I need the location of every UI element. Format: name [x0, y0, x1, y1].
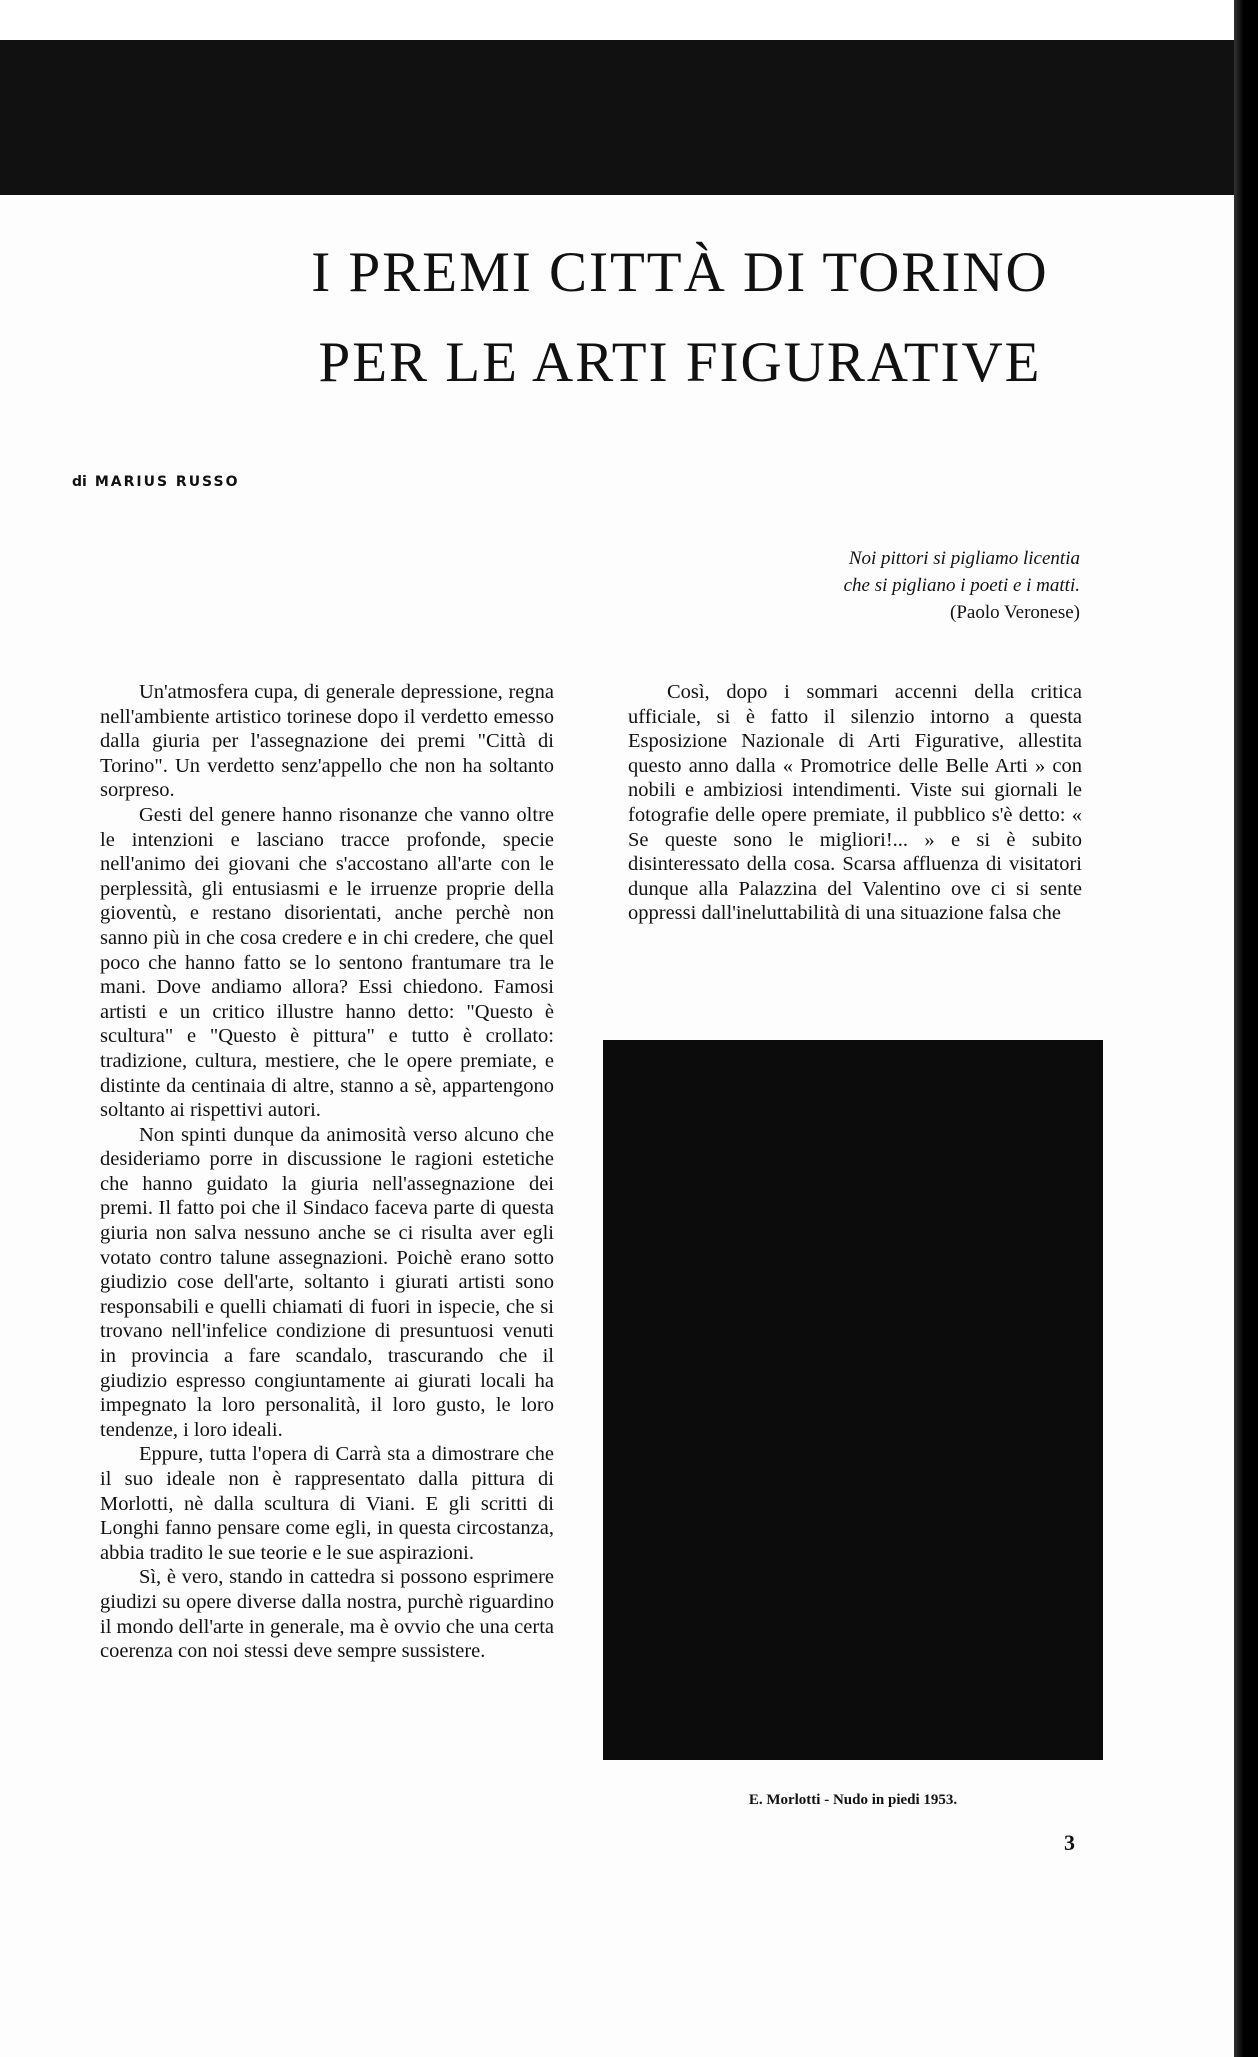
paragraph: Non spinti dunque da animosità verso alcuno che desideriamo porre in discussione le ragioni estetiche che hanno guidato la giuria nell'assegnazione dei premi. Il fatto poi che il Sindaco faceva parte di questa giuria non salva nessuno anche se ci risulta aver egli votato contro talune assegnazioni. Poichè erano sotto giudizio cose dell'arte, soltanto i giurati artisti sono responsabili e quelli chiamati di fuori in ispecie, che si trovano nell'infelice condizione di presuntuosi venuti in provincia a fare scandalo, trascurando che il giudizio espresso congiuntamente ai giurati locali ha impegnato la loro personalità, il loro gusto, le loro tendenze, i loro ideali. [100, 1123, 554, 1441]
paragraph: Sì, è vero, stando in cattedra si possono esprimere giudizi su opere diverse dalla nostra, purchè riguardino il mondo dell'arte in generale, ma è ovvio che una certa coerenza con noi stessi deve sempre sussistere. [100, 1566, 554, 1663]
paragraph: Così, dopo i sommari accenni della critica ufficiale, si è fatto il silenzio intorno a questa Esposizione Nazionale di Arti Figurative, allestita questo anno dalla « Promotrice delle Belle Arti » con nobili e ambiziosi intendimenti. Viste sui giornali le fotografie delle opere premiate, il pubblico s'è detto: « Se queste sono le migliori!... » e si è subito disinteressato della cosa. Scarsa affluenza di visitatori dunque alla Palazzina del Valentino ove ci si sente oppressi dall'ineluttabilità di una situazione falsa che [628, 681, 1082, 925]
byline [72, 474, 240, 490]
epigraph-line-1: Noi pittori si pigliamo licentia [848, 548, 1080, 569]
article-title-line-2: PER LE ARTI FIGURATIVE [318, 331, 1042, 394]
page-number: 3 [1064, 1830, 1075, 1855]
paragraph: Eppure, tutta l'opera di Carrà sta a dimostrare che il suo ideale non è rappresentato dalla pittura di Morlotti, nè dalla scultura di Viani. E gli scritti di Longhi fanno pensare come egli, in questa circostanza, abbia tradito le sue teorie e le sue aspirazioni. [100, 1443, 554, 1564]
figure-caption: E. Morlotti - Nudo in piedi 1953. [748, 1792, 958, 1808]
article-title-line-1: I PREMI CITTÀ DI TORINO [311, 241, 1049, 304]
scan-top-margin [0, 0, 1258, 40]
body-column-left [100, 680, 554, 1664]
scan-dark-band [0, 40, 1258, 195]
epigraph [700, 545, 1080, 626]
paragraph: Gesti del genere hanno risonanze che vanno oltre le intenzioni e lasciano tracce profonde, specie nell'animo dei giovani che s'accostano all'arte con le perplessità, gli entusiasmi e le irruenze proprie della gioventù, e restano disorientati, anche perchè non sanno più in che cosa credere e in chi credere, che quel poco che hanno fatto se lo sentono frantumare tra le mani. Dove andiamo allora? Essi chiedono. Famosi artisti e un critico illustre hanno detto: "Questo è scultura" e "Questo è pittura" e tutto è crollato: tradizione, cultura, mestiere, che le opere premiate, e distinte da centinaia di altre, stanno a sè, appartengono soltanto ai rispettivi autori. [100, 803, 554, 1122]
artwork-photo [603, 1040, 1103, 1760]
body-column-right [628, 680, 1082, 926]
scan-right-edge [1234, 0, 1258, 2057]
epigraph-attribution: (Paolo Veronese) [950, 602, 1080, 623]
author-name: MARIUS RUSSO [94, 474, 240, 490]
byline-prefix: di [72, 474, 87, 490]
paragraph: Un'atmosfera cupa, di generale depressione, regna nell'ambiente artistico torinese dopo il verdetto emesso dalla giuria per l'assegnazione dei premi "Città di Torino". Un verdetto senz'appello che non ha soltanto sorpreso. [100, 681, 554, 802]
epigraph-line-2: che si pigliano i poeti e i matti. [843, 575, 1080, 596]
